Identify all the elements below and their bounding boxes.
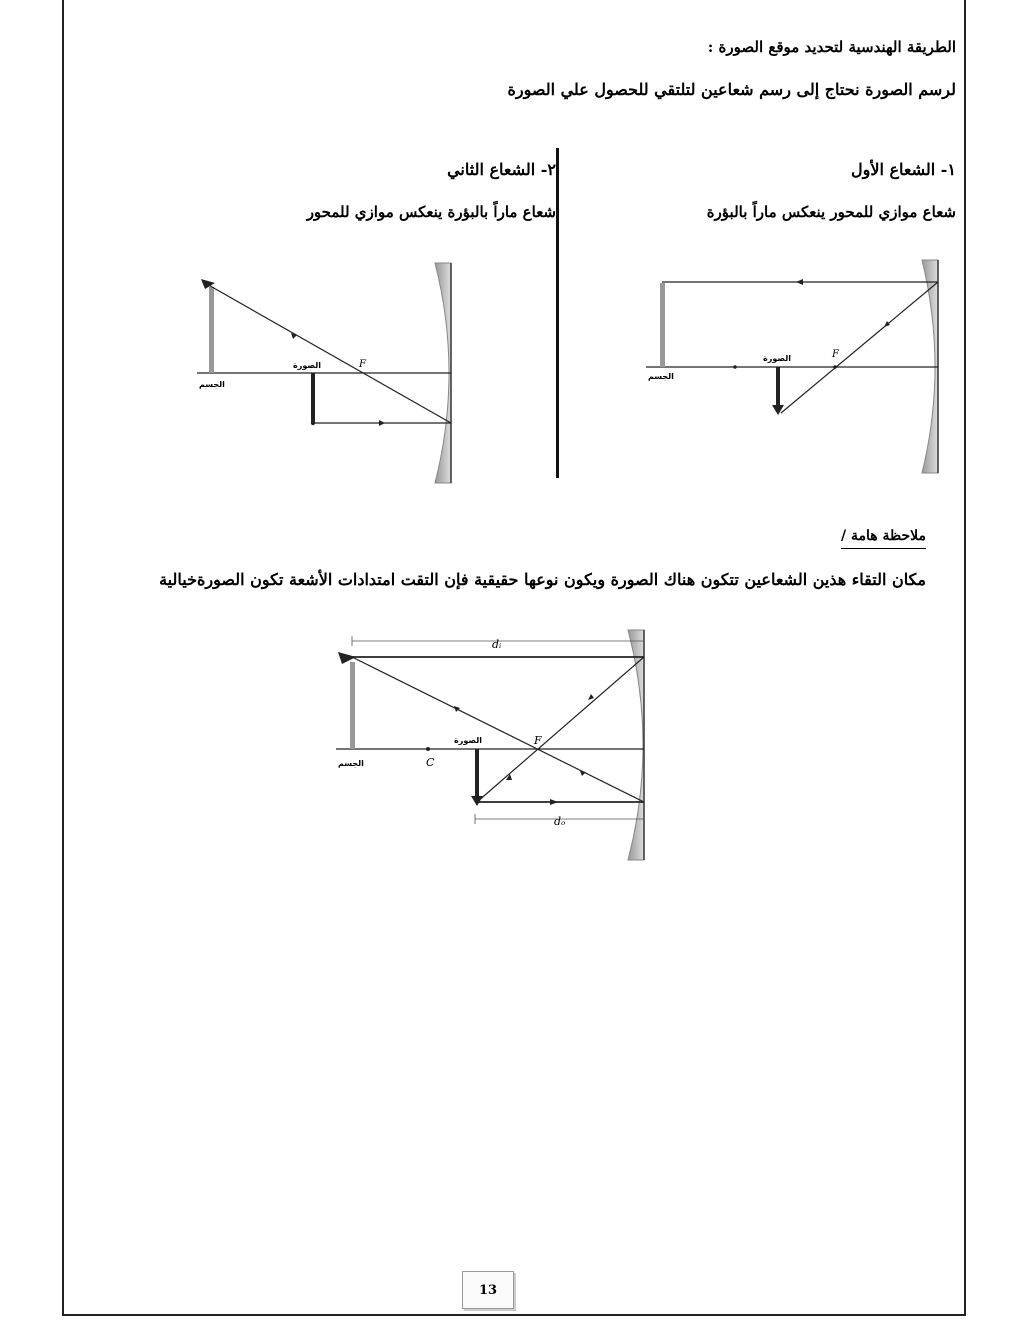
object-arrow <box>209 287 214 373</box>
column-divider <box>556 148 559 478</box>
parallel-reflected-ray <box>477 657 644 802</box>
object-label: الجسم <box>199 380 225 389</box>
image-arrow <box>311 373 315 423</box>
image-label: الصورة <box>763 354 791 363</box>
object-arrow <box>350 662 355 749</box>
page-number: 13 <box>462 1271 514 1309</box>
image-label: الصورة <box>454 736 482 745</box>
section-title: الطريقة الهندسية لتحديد موقع الصورة : <box>707 38 956 56</box>
image-arrow <box>475 749 479 799</box>
diagram-ray-1 <box>638 255 970 480</box>
object-label: الجسم <box>338 759 364 768</box>
note-title: ملاحظة هامة / <box>841 528 926 549</box>
do-label: dₒ <box>554 815 566 828</box>
diagram-combined <box>330 620 692 870</box>
ray-2-description: شعاع ماراً بالبؤرة ينعكس موازي للمحور <box>306 203 556 221</box>
incident-ray <box>205 283 451 423</box>
note-text: مكان التقاء هذين الشعاعين تتكون هناك الصورة ويكون نوعها حقيقية فإن التقت امتدادات الأشعة تكون الصورةخيالية <box>159 570 926 589</box>
ray-1-title: ١- الشعاع الأول <box>850 160 956 179</box>
focal-incident-ray <box>352 657 644 802</box>
reflected-ray <box>781 282 938 413</box>
diagram-ray-2 <box>183 255 483 495</box>
ray-2-title: ٢- الشعاع الثاني <box>447 160 556 179</box>
object-arrow <box>660 283 665 367</box>
center-label: C <box>426 756 435 769</box>
object-label: الجسم <box>648 372 674 381</box>
image-label: الصورة <box>293 361 321 370</box>
focus-label: F <box>832 349 839 360</box>
image-arrow <box>776 367 780 409</box>
focus-label: F <box>359 359 366 370</box>
focus-label: F <box>534 734 542 747</box>
ray-1-description: شعاع موازي للمحور ينعكس ماراً بالبؤرة <box>706 203 956 221</box>
intro-text: لرسم الصورة نحتاج إلى رسم شعاعين لتلتقي للحصول علي الصورة <box>507 80 956 99</box>
di-label: dᵢ <box>492 638 502 651</box>
